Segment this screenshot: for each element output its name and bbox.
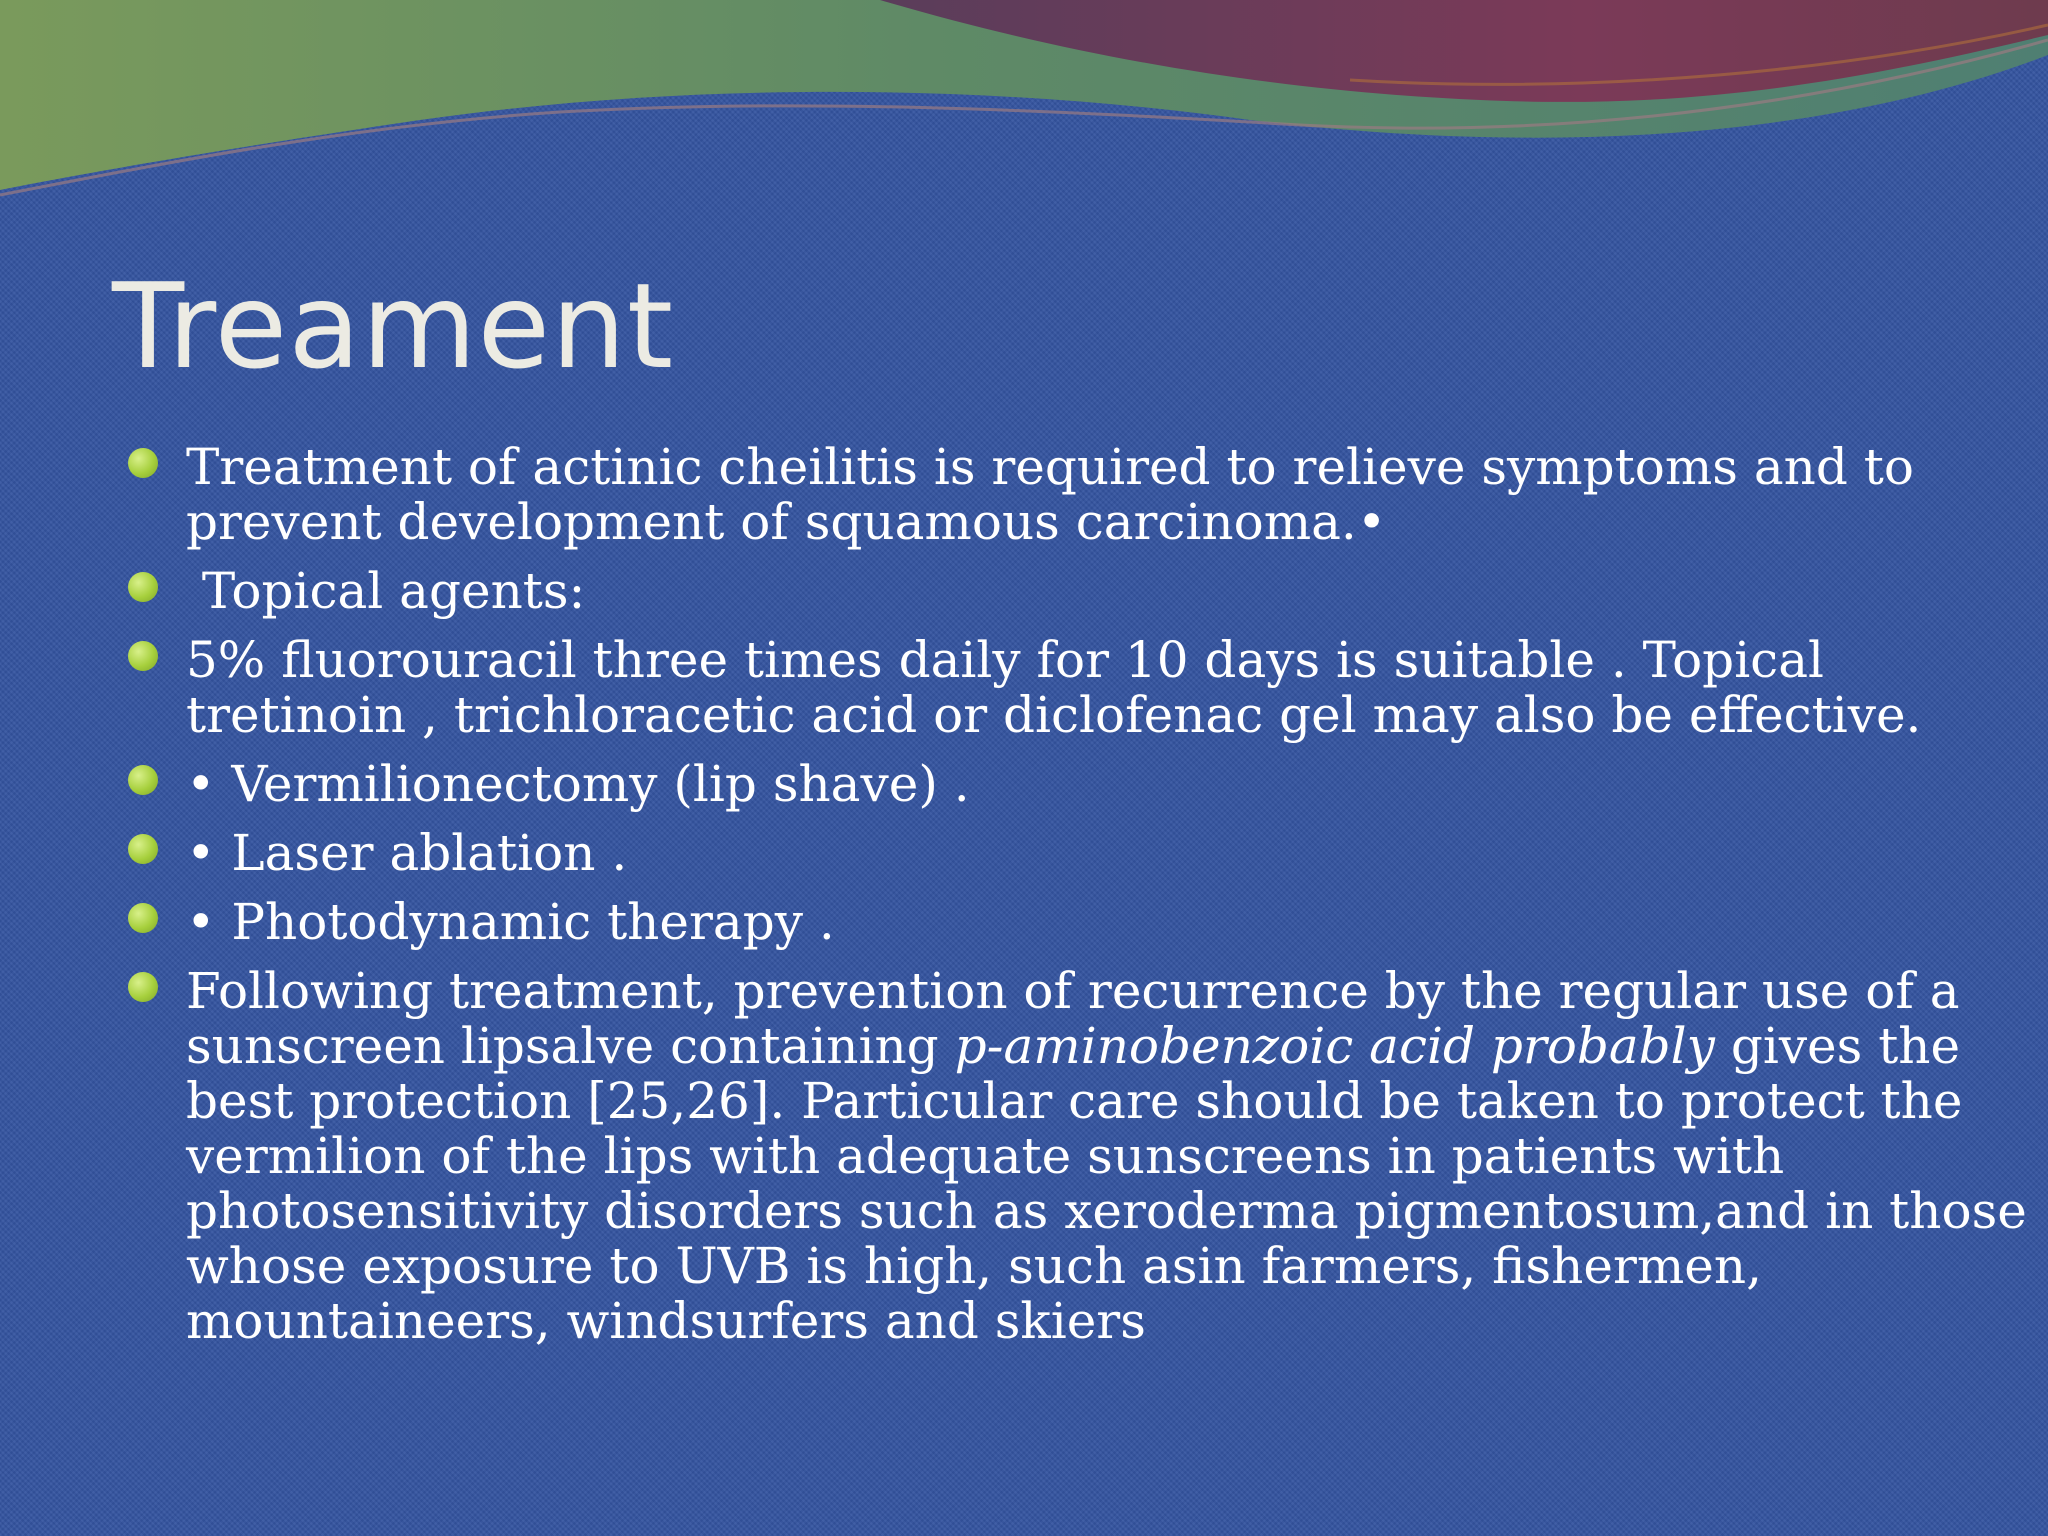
bullet-text: • Photodynamic therapy . bbox=[186, 893, 835, 951]
bullet-text: 5% fluorouracil three times daily for 10 days is suitable . Topical tretinoin , trichloracetic acid or diclofenac gel may also be effective. bbox=[186, 631, 1922, 744]
green-circle-bullet-icon bbox=[128, 448, 158, 478]
bullet-item-prevention bbox=[128, 964, 2028, 1349]
green-circle-bullet-icon bbox=[128, 972, 158, 1002]
bullet-text: • Vermilionectomy (lip shave) . bbox=[186, 755, 970, 813]
green-circle-bullet-icon bbox=[128, 903, 158, 933]
header-wave-decoration bbox=[0, 0, 2048, 240]
bullet-item-fluorouracil bbox=[128, 633, 2028, 743]
bullet-text: • Laser ablation . bbox=[186, 824, 628, 882]
bullet-list bbox=[128, 440, 2028, 1363]
bullet-text-italic: p-aminobenzoic acid probably bbox=[954, 1017, 1715, 1075]
bullet-item-vermilionectomy bbox=[128, 757, 2028, 812]
green-circle-bullet-icon bbox=[128, 765, 158, 795]
bullet-item-photodynamic-therapy bbox=[128, 895, 2028, 950]
green-circle-bullet-icon bbox=[128, 641, 158, 671]
green-circle-bullet-icon bbox=[128, 572, 158, 602]
bullet-text: Treatment of actinic cheilitis is required to relieve symptoms and to prevent development of squamous carcinoma.• bbox=[186, 438, 1914, 551]
bullet-text-after: gives the best protection [25,26]. Particular care should be taken to protect the vermilion of the lips with adequate sunscreens in patients with photosensitivity disorders such as xeroderma pigmentosum,and in those whose exposure to UVB is high, such asin farmers, fishermen, mountaineers, windsurfers and skiers bbox=[186, 1017, 2027, 1350]
green-circle-bullet-icon bbox=[128, 834, 158, 864]
bullet-text: Topical agents: bbox=[186, 562, 586, 620]
bullet-item-laser-ablation bbox=[128, 826, 2028, 881]
bullet-item-treatment-requirement bbox=[128, 440, 2028, 550]
bullet-text-before: Following treatment, prevention of recurrence by the regular use of a sunscreen lipsalve containing bbox=[186, 962, 1960, 1075]
bullet-item-topical-agents bbox=[128, 564, 2028, 619]
slide-title: Treament bbox=[112, 257, 675, 395]
